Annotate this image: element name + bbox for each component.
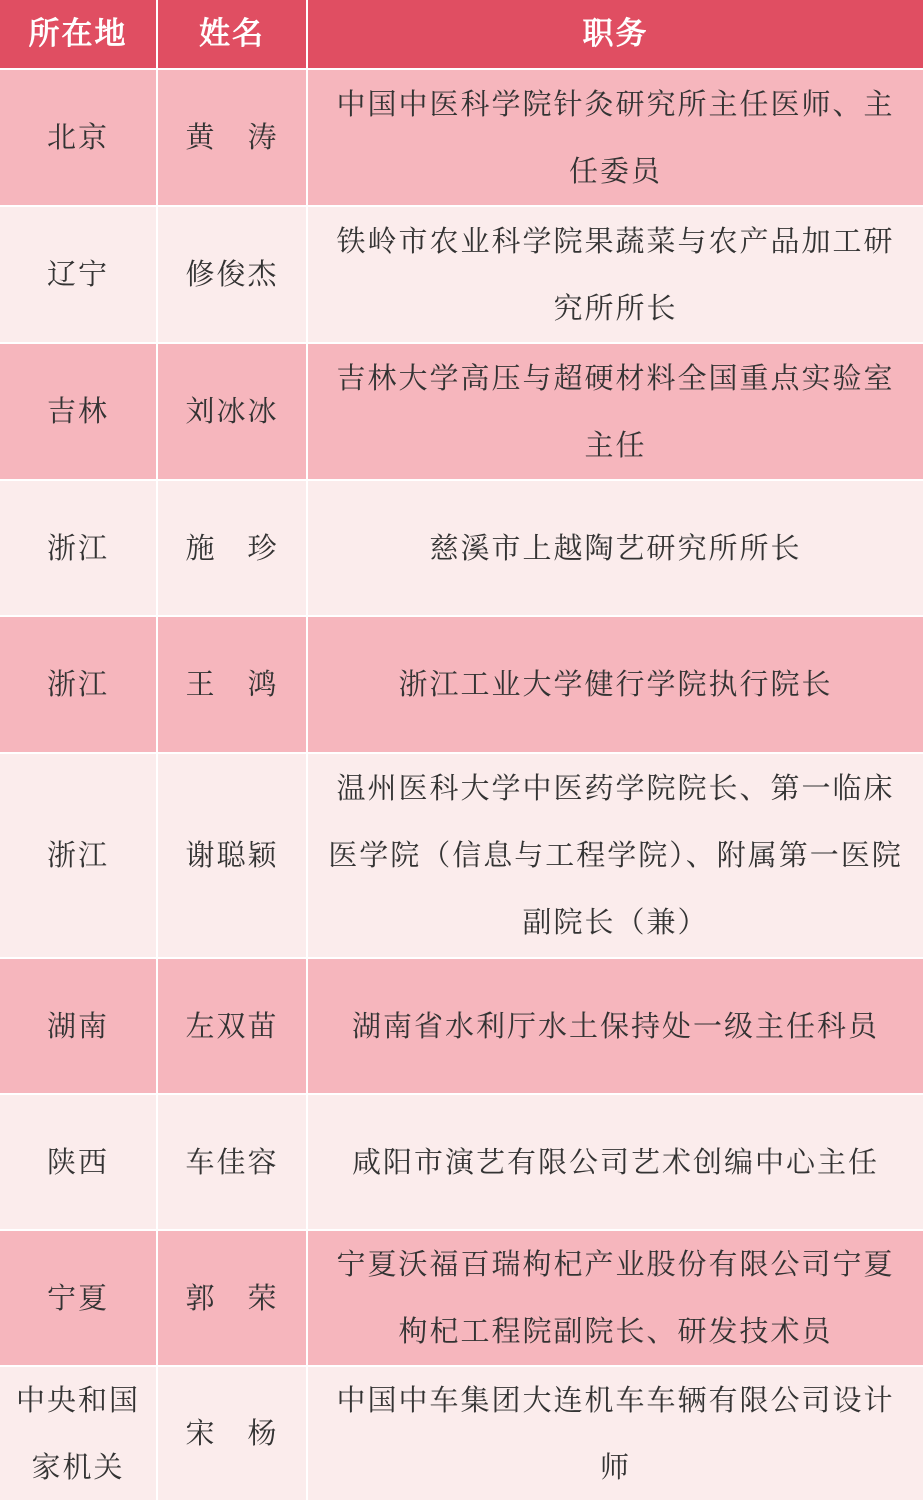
- cell-location: 北京: [0, 70, 158, 207]
- cell-location: 吉林: [0, 344, 158, 481]
- cell-name: 黄 涛: [158, 70, 308, 207]
- header-location: 所在地: [0, 0, 158, 70]
- cell-duty: 铁岭市农业科学院果蔬菜与农产品加工研究所所长: [308, 207, 923, 344]
- header-duty: 职务: [308, 0, 923, 70]
- cell-duty: 慈溪市上越陶艺研究所所长: [308, 481, 923, 617]
- cell-duty: 湖南省水利厅水土保持处一级主任科员: [308, 959, 923, 1095]
- cell-duty: 宁夏沃福百瑞枸杞产业股份有限公司宁夏枸杞工程院副院长、研发技术员: [308, 1231, 923, 1367]
- cell-duty: 咸阳市演艺有限公司艺术创编中心主任: [308, 1095, 923, 1231]
- cell-name: 车佳容: [158, 1095, 308, 1231]
- cell-duty: 温州医科大学中医药学院院长、第一临床医学院（信息与工程学院）、附属第一医院副院长（兼）: [308, 754, 923, 959]
- cell-location: 浙江: [0, 481, 158, 617]
- cell-duty: 中国中医科学院针灸研究所主任医师、主任委员: [308, 70, 923, 207]
- cell-duty: 浙江工业大学健行学院执行院长: [308, 617, 923, 754]
- cell-duty: 中国中车集团大连机车车辆有限公司设计师: [308, 1367, 923, 1502]
- cell-location: 宁夏: [0, 1231, 158, 1367]
- cell-location: 浙江: [0, 754, 158, 959]
- cell-name: 谢聪颖: [158, 754, 308, 959]
- header-name: 姓名: [158, 0, 308, 70]
- cell-location: 浙江: [0, 617, 158, 754]
- cell-location: 辽宁: [0, 207, 158, 344]
- cell-location: 湖南: [0, 959, 158, 1095]
- cell-name: 修俊杰: [158, 207, 308, 344]
- cell-location: 陕西: [0, 1095, 158, 1231]
- cell-name: 施 珍: [158, 481, 308, 617]
- cell-name: 宋 杨: [158, 1367, 308, 1502]
- cell-name: 王 鸿: [158, 617, 308, 754]
- cell-name: 左双苗: [158, 959, 308, 1095]
- cell-location: 中央和国家机关: [0, 1367, 158, 1502]
- cell-name: 刘冰冰: [158, 344, 308, 481]
- cell-duty: 吉林大学高压与超硬材料全国重点实验室主任: [308, 344, 923, 481]
- cell-name: 郭 荣: [158, 1231, 308, 1367]
